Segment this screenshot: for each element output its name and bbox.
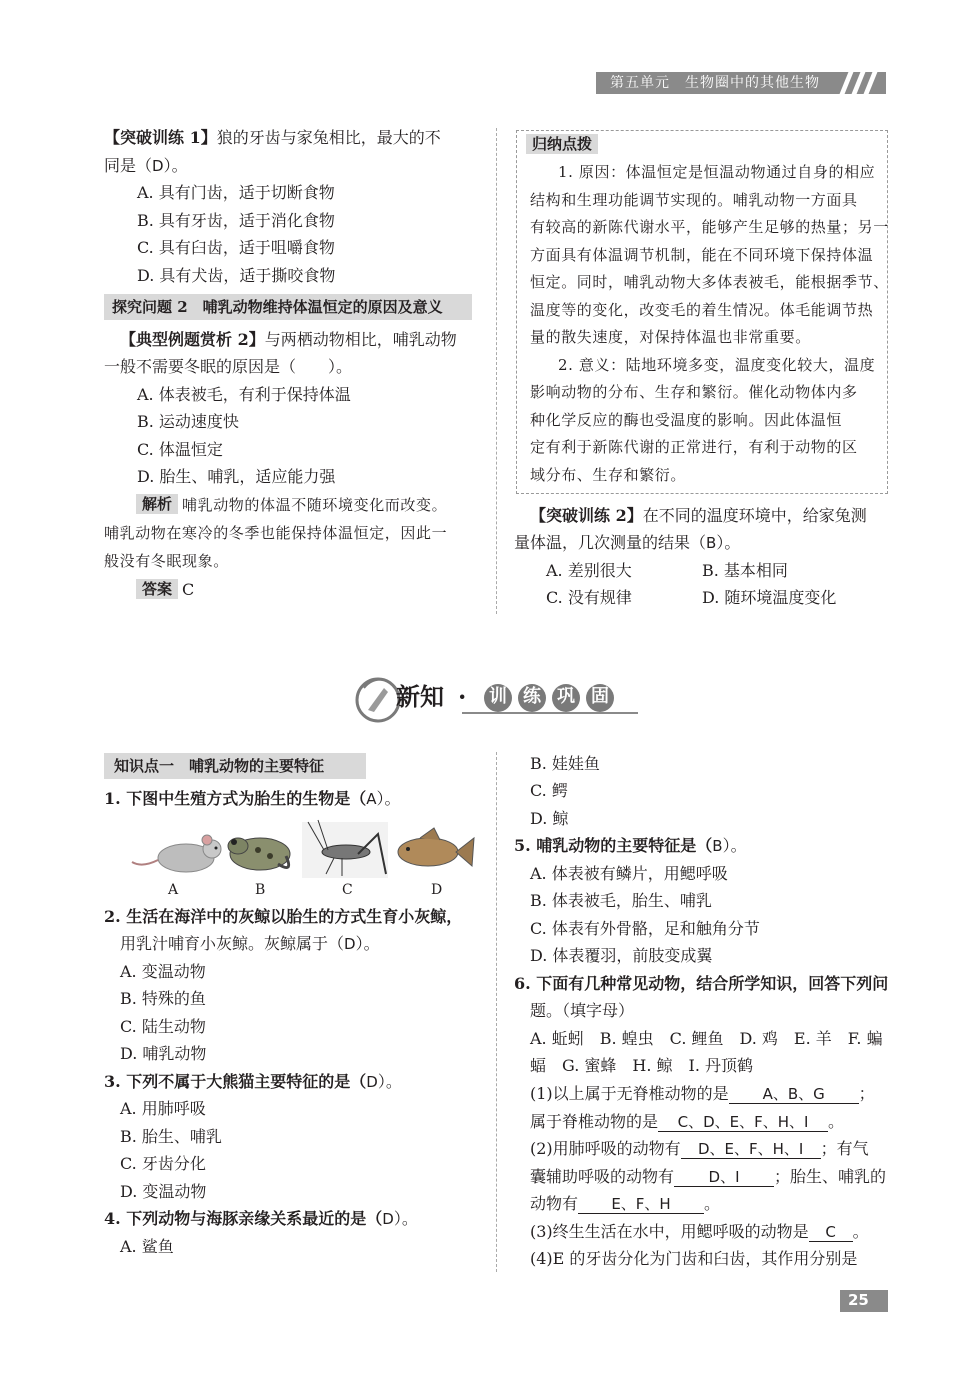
option: D. 体表覆羽，前肢变成翼 (530, 946, 713, 965)
banner-char: 练 (523, 686, 541, 707)
question-6-list-line2: 蝠 G. 蜜蜂 H. 鲸 I. 丹顶鹤 (530, 1056, 754, 1075)
question-text: 4. 下列动物与海豚亲缘关系最近的是（ (104, 1209, 383, 1228)
question-text: (3)终生生活在水中，用鳃呼吸的动物是 (530, 1222, 809, 1241)
option: B. 娃娃鱼 (530, 754, 600, 773)
answer-fill: A (366, 790, 377, 808)
answer-fill: B (712, 837, 723, 855)
question-text: 囊辅助呼吸的动物有 (530, 1167, 675, 1186)
answer-blank: E、F、H (578, 1195, 704, 1214)
question-6-line2: 题。（填字母） (530, 1001, 635, 1020)
question-text: 用乳汁哺育小灰鲸。灰鲸属于（ (120, 934, 345, 953)
answer-tag: 答案 (136, 579, 178, 599)
figure-label: B (255, 882, 266, 898)
question-text: 1. 下图中生殖方式为胎生的生物是（ (104, 789, 367, 808)
example-2-label: 【典型例题赏析 2】 (120, 330, 265, 349)
question-text: ）。 (163, 156, 188, 175)
question-text: ）。 (355, 934, 380, 953)
figure-label: D (431, 882, 443, 898)
answer-fill: D (344, 935, 356, 953)
summary-tag: 归纳点拨 (526, 134, 598, 154)
answer-fill: D (152, 157, 164, 175)
option: C. 牙齿分化 (120, 1154, 206, 1173)
sub-question-1 (530, 1084, 875, 1104)
column-divider-top (496, 128, 497, 614)
question-text: 。 (852, 1222, 869, 1241)
analysis-line: 哺乳动物的体温不随环境变化而改变。 (182, 496, 448, 514)
header-stripe (840, 72, 854, 94)
question-text: 同是（ (104, 156, 153, 175)
summary-line: 定有利于新陈代谢的正常进行，有利于动物的区 (530, 438, 858, 456)
question-text: ）。 (377, 1072, 402, 1091)
frog-image (228, 838, 290, 870)
question-text: (1)以上属于无脊椎动物的是 (530, 1084, 729, 1103)
option: D. 变温动物 (120, 1182, 207, 1201)
knowledge-point-title: 知识点一 哺乳动物的主要特征 (114, 757, 325, 775)
option: D. 随环境温度变化 (702, 588, 837, 607)
section-2-title: 探究问题 2 哺乳动物维持体温恒定的原因及意义 (112, 298, 443, 316)
summary-line: 种化学反应的酶也受温度的影响。因此体温恒 (530, 411, 843, 429)
header-stripe (864, 72, 878, 94)
column-divider-bottom (496, 752, 497, 1272)
question-text: 5. 哺乳动物的主要特征是（ (514, 836, 713, 855)
training-2-label: 【突破训练 2】 (530, 506, 643, 525)
page-number-box (840, 1290, 888, 1312)
unit-title: 第五单元 生物圈中的其他生物 (610, 75, 820, 91)
sub-question-1b (530, 1112, 844, 1132)
option: D. 胎生、哺乳，适应能力强 (137, 467, 336, 486)
question-text: ； (858, 1084, 875, 1103)
summary-line: 影响动物的分布、生存和繁衍。催化动物体内多 (530, 383, 858, 401)
rat-image (132, 835, 221, 872)
option: B. 特殊的鱼 (120, 989, 206, 1008)
sub-question-2c (530, 1194, 720, 1214)
option: D. 具有犬齿，适于撕咬食物 (137, 266, 336, 285)
question-2 (104, 907, 462, 927)
answer-value: C (182, 580, 195, 599)
question-6: 6. 下面有几种常见动物，结合所学知识，回答下列问 (514, 974, 889, 993)
option: A. 鲨鱼 (120, 1237, 174, 1256)
answer-blank: D、E、F、H、I (681, 1140, 821, 1159)
option: C. 没有规律 (546, 588, 632, 607)
example-2-question-line2: 一般不需要冬眠的原因是（ ）。 (104, 357, 353, 376)
option: A. 用肺呼吸 (120, 1099, 206, 1118)
option: B. 胎生、哺乳 (120, 1127, 222, 1146)
question-text: 狼的牙齿与家兔相比，最大的不 (216, 128, 441, 147)
grasshopper-image (302, 820, 388, 878)
banner-char: 巩 (557, 686, 575, 707)
option: C. 体温恒定 (137, 440, 223, 459)
training-2-question (530, 506, 867, 526)
header-stripe (852, 72, 866, 94)
option: B. 运动速度快 (137, 412, 239, 431)
sub-question-3 (530, 1222, 869, 1242)
analysis-line: 哺乳动物在寒冷的冬季也能保持体温恒定，因此一 (104, 524, 448, 542)
option: D. 鲸 (530, 809, 569, 828)
option: B. 具有牙齿，适于消化食物 (137, 211, 335, 230)
option: A. 体表被有鳞片，用鳃呼吸 (530, 864, 728, 883)
training-2-question-line2 (514, 533, 740, 553)
summary-line: 2. 意义：陆地环境多变，温度变化较大，温度 (558, 356, 876, 374)
animal-figure (128, 816, 478, 882)
summary-line: 有较高的新陈代谢水平，能够产生足够的热量；另一 (530, 218, 889, 236)
question-3 (104, 1072, 402, 1092)
option: A. 变温动物 (120, 962, 206, 981)
option: C. 体表有外骨骼，足和触角分节 (530, 919, 760, 938)
analysis-tag: 解析 (136, 494, 178, 514)
option: C. 陆生动物 (120, 1017, 206, 1036)
option: A. 具有门齿，适于切断食物 (137, 183, 335, 202)
page-number: 25 (848, 1291, 869, 1309)
question-text: 。 (828, 1112, 845, 1131)
unit-header-bar (596, 72, 886, 94)
option: A. 体表被毛，有利于保持体温 (137, 385, 351, 404)
summary-line: 方面具有体温调节机制，能在不同环境下保持体温 (530, 246, 874, 264)
summary-line: 量的散失速度，对保持体温也非常重要。 (530, 328, 811, 346)
option: A. 差别很大 (546, 561, 632, 580)
banner-dot-sep: · (458, 682, 467, 711)
question-text: 动物有 (530, 1194, 579, 1213)
training-1-label: 【突破训练 1】 (104, 128, 217, 147)
summary-line: 恒定。同时，哺乳动物大多体表被毛，能根据季节、 (530, 273, 889, 291)
banner-char: 固 (591, 686, 609, 707)
question-1 (104, 789, 401, 809)
summary-line: 温度等的变化，改变毛的着生情况。体毛能调节热 (530, 301, 874, 319)
question-text: 3. 下列不属于大熊猫主要特征的是（ (104, 1072, 367, 1091)
answer-blank: C (809, 1223, 853, 1242)
answer-blank: A、B、G (729, 1085, 859, 1104)
option: B. 体表被毛，胎生、哺乳 (530, 891, 712, 910)
question-text: 属于脊椎动物的是 (530, 1112, 659, 1131)
banner-char: 训 (489, 686, 507, 707)
question-text: 与两栖动物相比，哺乳动物 (264, 330, 457, 349)
sub-question-2 (530, 1139, 869, 1159)
summary-line: 1. 原因：体温恒定是恒温动物通过自身的相应 (558, 163, 876, 181)
sub-question-2b (530, 1167, 886, 1187)
training-1-question-line2 (104, 156, 188, 176)
question-text: 量体温，几次测量的结果（ (514, 533, 707, 552)
figure-label: A (168, 882, 179, 898)
fish-image (398, 828, 474, 866)
summary-line: 域分布、生存和繁衍。 (530, 466, 687, 484)
question-text: 2. 生活在海洋中的灰鲸以胎生的方式生育小灰鲸， (104, 907, 463, 926)
answer-fill: B (706, 534, 717, 552)
answer-blank: C、D、E、F、H、I (658, 1113, 828, 1132)
figure-label: C (342, 882, 353, 898)
question-text: ）。 (393, 1209, 418, 1228)
question-text: (2)用肺呼吸的动物有 (530, 1139, 681, 1158)
question-5 (514, 836, 747, 856)
question-6-list: A. 蚯蚓 B. 蝗虫 C. 鲤鱼 D. 鸡 E. 羊 F. 蝙 (530, 1029, 883, 1048)
banner-title-part1: 新知 (396, 682, 444, 711)
question-text: ；有气 (820, 1139, 869, 1158)
option: C. 具有臼齿，适于咀嚼食物 (137, 238, 335, 257)
question-text: 在不同的温度环境中，给家兔测 (642, 506, 867, 525)
question-text: ；胎生、哺乳的 (774, 1167, 887, 1186)
analysis-line: 般没有冬眠现象。 (104, 552, 229, 570)
sub-question-4: (4)E 的牙齿分化为门齿和臼齿，其作用分别是 (530, 1249, 858, 1268)
answer-fill: D (366, 1073, 378, 1091)
answer-blank: D、I (674, 1168, 774, 1187)
question-text: ）。 (716, 533, 741, 552)
answer-fill: D (382, 1210, 394, 1228)
example-2-question (120, 330, 457, 350)
question-text: 。 (704, 1194, 721, 1213)
summary-line: 结构和生理功能调节实现的。哺乳动物一方面具 (530, 191, 858, 209)
question-2-line2 (120, 934, 380, 954)
training-1-question (104, 128, 441, 148)
question-text: ）。 (722, 836, 747, 855)
option: B. 基本相同 (702, 561, 788, 580)
option: C. 鳄 (530, 781, 568, 800)
question-4 (104, 1209, 418, 1229)
option: D. 哺乳动物 (120, 1044, 207, 1063)
question-text: ）。 (376, 789, 401, 808)
